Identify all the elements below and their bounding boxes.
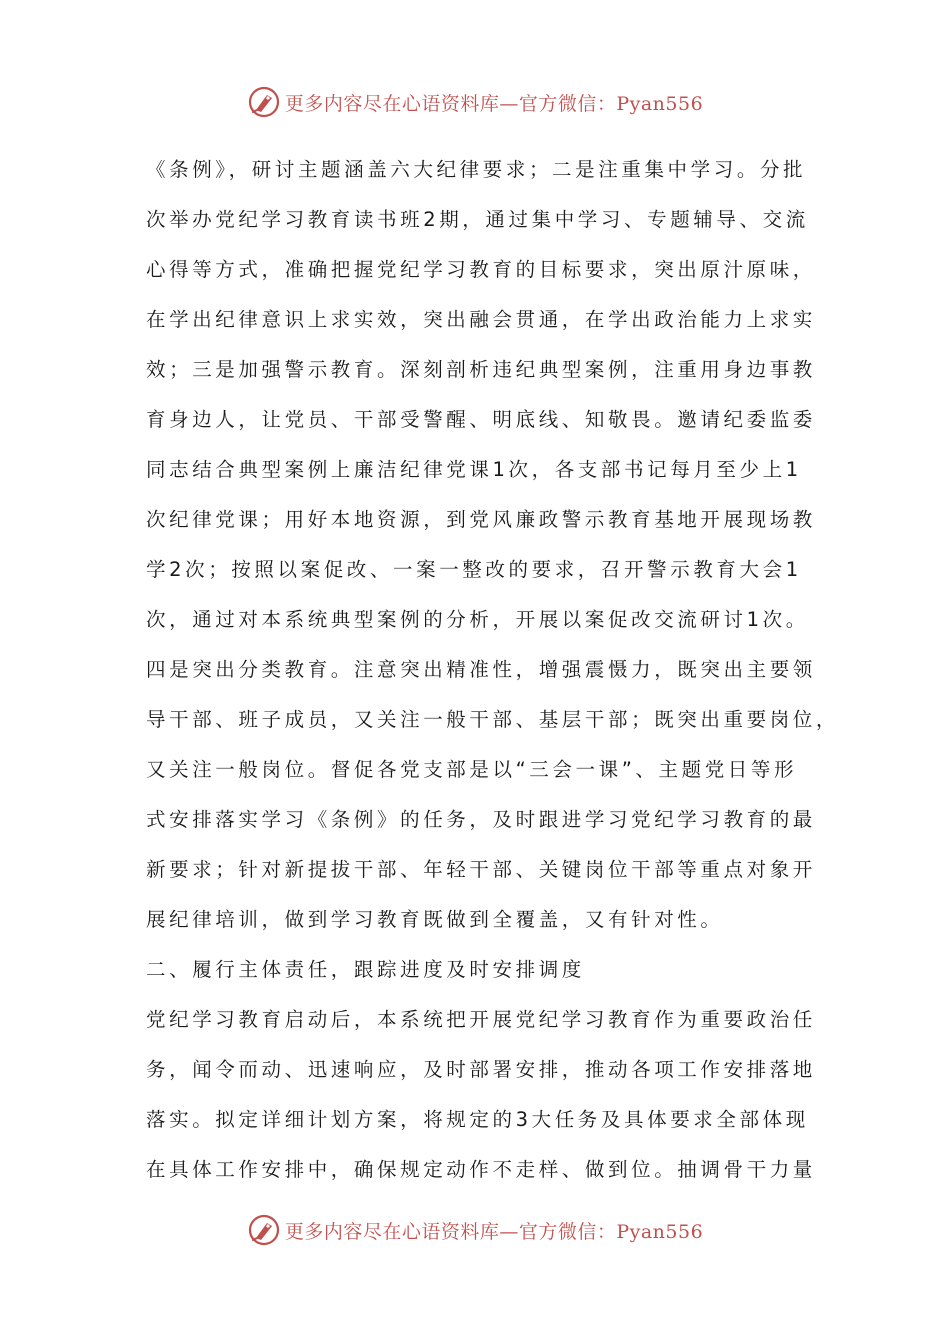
text-line: 落实。拟定详细计划方案，将规定的3大任务及具体要求全部体现 <box>146 1108 809 1131</box>
text-line: 式安排落实学习《条例》的任务，及时跟进学习党纪学习教育的最 <box>146 808 816 831</box>
text-line: 学2次；按照以案促改、一案一整改的要求，召开警示教育大会1 <box>146 558 802 581</box>
text-line: 次纪律党课；用好本地资源，到党风廉政警示教育基地开展现场教 <box>146 508 816 531</box>
text-line: 次，通过对本系统典型案例的分析，开展以案促改交流研讨1次。 <box>146 608 809 631</box>
watermark-header <box>0 82 950 122</box>
text-line: 育身边人，让党员、干部受警醒、明底线、知敬畏。邀请纪委监委 <box>146 408 816 431</box>
text-line: 效；三是加强警示教育。深刻剖析违纪典型案例，注重用身边事教 <box>146 358 816 381</box>
text-line: 导干部、班子成员，又关注一般干部、基层干部；既突出重要岗位， <box>146 708 840 731</box>
text-line: 党纪学习教育启动后，本系统把开展党纪学习教育作为重要政治任 <box>146 1008 816 1031</box>
text-line: 务，闻令而动、迅速响应，及时部署安排，推动各项工作安排落地 <box>146 1058 816 1081</box>
text-line: 心得等方式，准确把握党纪学习教育的目标要求，突出原汁原味， <box>146 258 816 281</box>
text-line: 展纪律培训，做到学习教育既做到全覆盖，又有针对性。 <box>146 908 724 931</box>
text-line: 新要求；针对新提拔干部、年轻干部、关键岗位干部等重点对象开 <box>146 858 816 881</box>
watermark-text: 更多内容尽在心语资料库—官方微信：Pyan556 <box>284 1220 704 1243</box>
watermark-text: 更多内容尽在心语资料库—官方微信：Pyan556 <box>284 92 704 115</box>
pen-nib-logo-icon <box>247 1213 281 1247</box>
body-text <box>146 145 840 1195</box>
text-line: 同志结合典型案例上廉洁纪律党课1次，各支部书记每月至少上1 <box>146 458 802 481</box>
watermark-footer <box>0 1210 950 1250</box>
text-line: 次举办党纪学习教育读书班2期，通过集中学习、专题辅导、交流 <box>146 208 809 231</box>
text-line: 四是突出分类教育。注意突出精准性，增强震慑力，既突出主要领 <box>146 658 816 681</box>
pen-nib-logo-icon <box>247 85 281 119</box>
text-line: 《条例》，研讨主题涵盖六大纪律要求；二是注重集中学习。分批 <box>146 158 807 181</box>
text-line: 在学出纪律意识上求实效，突出融会贯通，在学出政治能力上求实 <box>146 308 816 331</box>
text-line: 在具体工作安排中，确保规定动作不走样、做到位。抽调骨干力量 <box>146 1158 816 1181</box>
section-heading: 二、履行主体责任，跟踪进度及时安排调度 <box>146 958 585 981</box>
text-line: 又关注一般岗位。督促各党支部是以“三会一课”、主题党日等形 <box>146 758 798 781</box>
